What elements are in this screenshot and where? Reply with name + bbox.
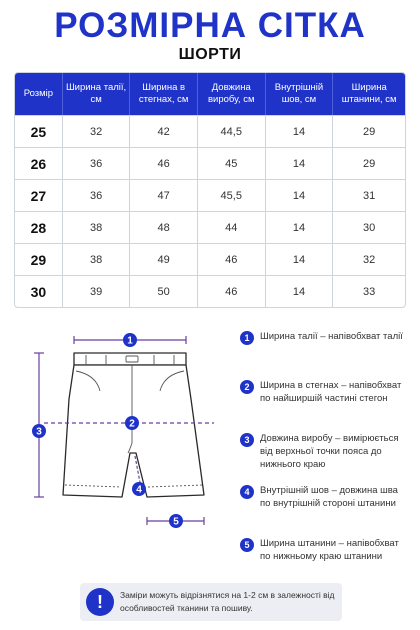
- cell-hips: 50: [130, 275, 198, 307]
- legend-number: 4: [240, 485, 254, 499]
- legend-item: [240, 379, 410, 432]
- exclamation-icon: !: [86, 588, 114, 616]
- legend-text: Довжина виробу – вимірюється від верхньої точки пояса до нижнього краю: [260, 433, 399, 470]
- svg-text:5: 5: [173, 516, 179, 528]
- table-row: [15, 275, 405, 307]
- cell-waist: 36: [63, 179, 131, 211]
- cell-inseam: 14: [266, 115, 334, 147]
- cell-length: 45: [198, 147, 266, 179]
- cell-waist: 38: [63, 211, 131, 243]
- col-header-size: Розмір: [15, 73, 63, 115]
- cell-inseam: 14: [266, 179, 334, 211]
- measurement-legend: [240, 330, 410, 586]
- cell-leg-width: 29: [333, 115, 405, 147]
- cell-leg-width: 32: [333, 243, 405, 275]
- cell-length: 46: [198, 275, 266, 307]
- cell-waist: 39: [63, 275, 131, 307]
- table-row: [15, 243, 405, 275]
- cell-length: 44: [198, 211, 266, 243]
- marker-5: [169, 514, 183, 528]
- cell-size: 25: [15, 115, 63, 147]
- legend-item: [240, 484, 410, 537]
- legend-text: Ширина штанини – напівобхват по нижньому краю штанини: [260, 538, 399, 562]
- svg-text:2: 2: [129, 418, 135, 430]
- shorts-diagram: [14, 325, 239, 535]
- marker-4: [132, 482, 146, 496]
- legend-text: Ширина в стегнах – напівобхват по найширшій частині стегон: [260, 380, 402, 404]
- cell-size: 29: [15, 243, 63, 275]
- legend-number: 5: [240, 538, 254, 552]
- cell-waist: 32: [63, 115, 131, 147]
- col-header-waist: Ширина талії, см: [63, 73, 131, 115]
- cell-hips: 47: [130, 179, 198, 211]
- cell-leg-width: 30: [333, 211, 405, 243]
- cell-hips: 48: [130, 211, 198, 243]
- col-header-inseam: Внутрішній шов, см: [266, 73, 334, 115]
- table-row: [15, 115, 405, 147]
- col-header-length: Довжина виробу, см: [198, 73, 266, 115]
- legend-number: 3: [240, 433, 254, 447]
- table-row: [15, 179, 405, 211]
- col-header-hips: Ширина в стегнах, см: [130, 73, 198, 115]
- cell-size: 30: [15, 275, 63, 307]
- marker-3: [32, 424, 46, 438]
- legend-number: 2: [240, 380, 254, 394]
- legend-item: [240, 432, 410, 484]
- cell-length: 44,5: [198, 115, 266, 147]
- cell-leg-width: 31: [333, 179, 405, 211]
- cell-length: 46: [198, 243, 266, 275]
- cell-hips: 42: [130, 115, 198, 147]
- legend-text: Внутрішній шов – довжина шва по внутрішній стороні штанини: [260, 485, 398, 509]
- cell-waist: 36: [63, 147, 131, 179]
- legend-number: 1: [240, 331, 254, 345]
- cell-hips: 46: [130, 147, 198, 179]
- marker-1: [123, 333, 137, 347]
- note-text: Заміри можуть відрізнятися на 1-2 см в залежності від особливостей тканини та пошиву.: [120, 590, 335, 613]
- cell-size: 27: [15, 179, 63, 211]
- cell-size: 26: [15, 147, 63, 179]
- cell-length: 45,5: [198, 179, 266, 211]
- col-header-leg-width: Ширина штанини, см: [333, 73, 405, 115]
- cell-leg-width: 29: [333, 147, 405, 179]
- table-row: [15, 147, 405, 179]
- legend-item: [240, 537, 410, 586]
- cell-inseam: 14: [266, 243, 334, 275]
- page-title: РОЗМІРНА СІТКА: [54, 6, 366, 45]
- svg-text:1: 1: [127, 335, 133, 347]
- page-subtitle: ШОРТИ: [178, 46, 242, 63]
- svg-text:4: 4: [136, 484, 142, 496]
- measurement-note: [80, 583, 342, 621]
- size-table: [14, 72, 406, 308]
- cell-leg-width: 33: [333, 275, 405, 307]
- cell-inseam: 14: [266, 147, 334, 179]
- cell-inseam: 14: [266, 211, 334, 243]
- table-header-row: [15, 73, 405, 115]
- legend-text: Ширина талії – напівобхват талії: [260, 331, 403, 342]
- cell-inseam: 14: [266, 275, 334, 307]
- legend-item: [240, 330, 410, 379]
- cell-size: 28: [15, 211, 63, 243]
- cell-hips: 49: [130, 243, 198, 275]
- svg-text:3: 3: [36, 426, 42, 438]
- table-row: [15, 211, 405, 243]
- marker-2: [125, 416, 139, 430]
- cell-waist: 38: [63, 243, 131, 275]
